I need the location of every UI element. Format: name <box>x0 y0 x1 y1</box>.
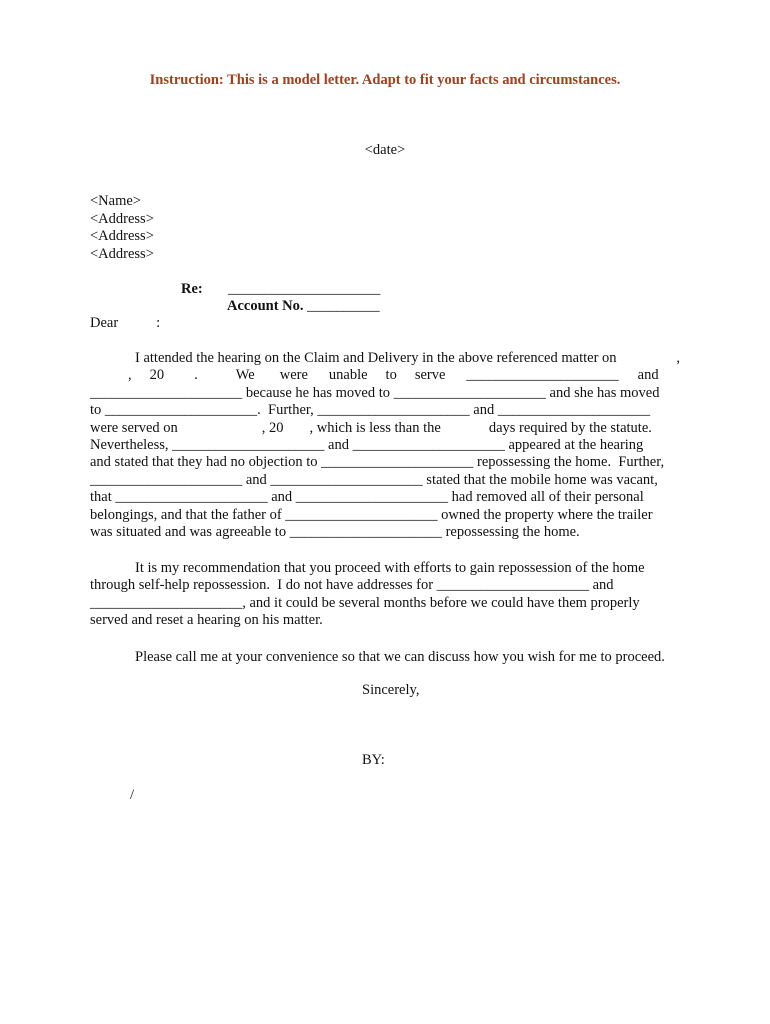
paragraph-line <box>90 454 680 471</box>
text-segment: unable <box>328 367 368 384</box>
re-label: Re: <box>181 281 203 297</box>
paragraph-line <box>90 649 680 666</box>
paragraph-line <box>90 612 680 629</box>
recipient-address-block <box>90 193 154 263</box>
text-segment: were served on <box>90 419 178 436</box>
text-segment: _____________________, and it could be several months before we could have them properly <box>90 594 640 611</box>
salutation <box>90 315 160 332</box>
text-segment: Nevertheless, _____________________ and _____________________ appeared at the hearing <box>90 436 644 453</box>
text-segment: We <box>235 367 255 384</box>
text-segment: through self-help repossession. I do not have addresses for _____________________ and <box>90 577 614 594</box>
text-segment: I attended the hearing on the Claim and Delivery in the above referenced matter on <box>135 350 617 366</box>
signature-by-label: BY: <box>362 752 385 768</box>
text-segment: It is my recommendation that you proceed with efforts to gain repossession of the home <box>135 560 645 576</box>
paragraph-hearing <box>90 350 680 541</box>
text-segment: to _____________________. Further, _____________________ and _____________________ <box>90 402 651 419</box>
text-segment: to <box>385 367 397 384</box>
text-segment: _____________________ because he has moved to _____________________ and she has moved <box>90 384 660 401</box>
account-label: Account No. <box>227 298 304 314</box>
salutation-colon: : <box>156 315 161 331</box>
paragraph-line <box>90 489 680 506</box>
text-segment: served and reset a hearing on his matter. <box>90 612 323 629</box>
recipient-address-line: <Address> <box>90 228 154 244</box>
closing-sincerely: Sincerely, <box>362 682 420 698</box>
text-segment: _____________________ <box>466 367 619 384</box>
salutation-dear: Dear <box>90 315 119 331</box>
text-segment: , <box>128 367 132 384</box>
text-segment: that _____________________ and _____________________ had removed all of their personal <box>90 489 644 506</box>
paragraph-line <box>90 507 680 524</box>
text-segment: 20 <box>149 367 165 384</box>
text-segment: serve <box>414 367 446 384</box>
paragraph-line <box>90 437 680 454</box>
text-segment: , 20 <box>261 419 284 436</box>
text-segment: Please call me at your convenience so that we can discuss how you wish for me to proceed. <box>135 649 665 665</box>
re-blank: _____________________ <box>228 281 381 297</box>
paragraph-line <box>90 420 680 437</box>
paragraph-line <box>90 472 680 489</box>
paragraph-line <box>90 367 680 384</box>
text-segment: , <box>676 350 680 366</box>
recipient-name: <Name> <box>90 193 141 209</box>
text-segment: was situated and was agreeable to _____________________ repossessing the home. <box>90 523 580 540</box>
paragraph-line <box>90 560 680 577</box>
recipient-address-line: <Address> <box>90 210 154 227</box>
text-segment: days required by the statute. <box>488 419 652 436</box>
text-segment: and <box>637 367 659 384</box>
text-segment: . <box>194 367 198 384</box>
paragraph-call-me <box>90 649 680 666</box>
text-segment: and stated that they had no objection to _____________________ repossessing the home. Further, <box>90 454 665 471</box>
account-number-line <box>227 298 380 315</box>
paragraph-line <box>90 385 680 402</box>
recipient-address-line: <Address> <box>90 245 154 262</box>
paragraph-line <box>90 402 680 419</box>
paragraph-line <box>90 350 680 367</box>
text-segment: were <box>279 367 308 384</box>
paragraph-line <box>90 577 680 594</box>
date-placeholder: <date> <box>364 142 406 158</box>
paragraph-line <box>90 595 680 612</box>
instruction-heading: Instruction: This is a model letter. Adapt to fit your facts and circumstances. <box>149 72 621 88</box>
text-segment: , which is less than the <box>309 419 441 436</box>
text-segment: _____________________ and _____________________ stated that the mobile home was vacant, <box>90 471 658 488</box>
signature-slash: / <box>130 787 135 803</box>
paragraph-recommendation <box>90 560 680 630</box>
account-blank: __________ <box>307 298 380 314</box>
text-segment: belongings, and that the father of _____________________ owned the property where the trailer <box>90 506 653 523</box>
paragraph-line <box>90 524 680 541</box>
